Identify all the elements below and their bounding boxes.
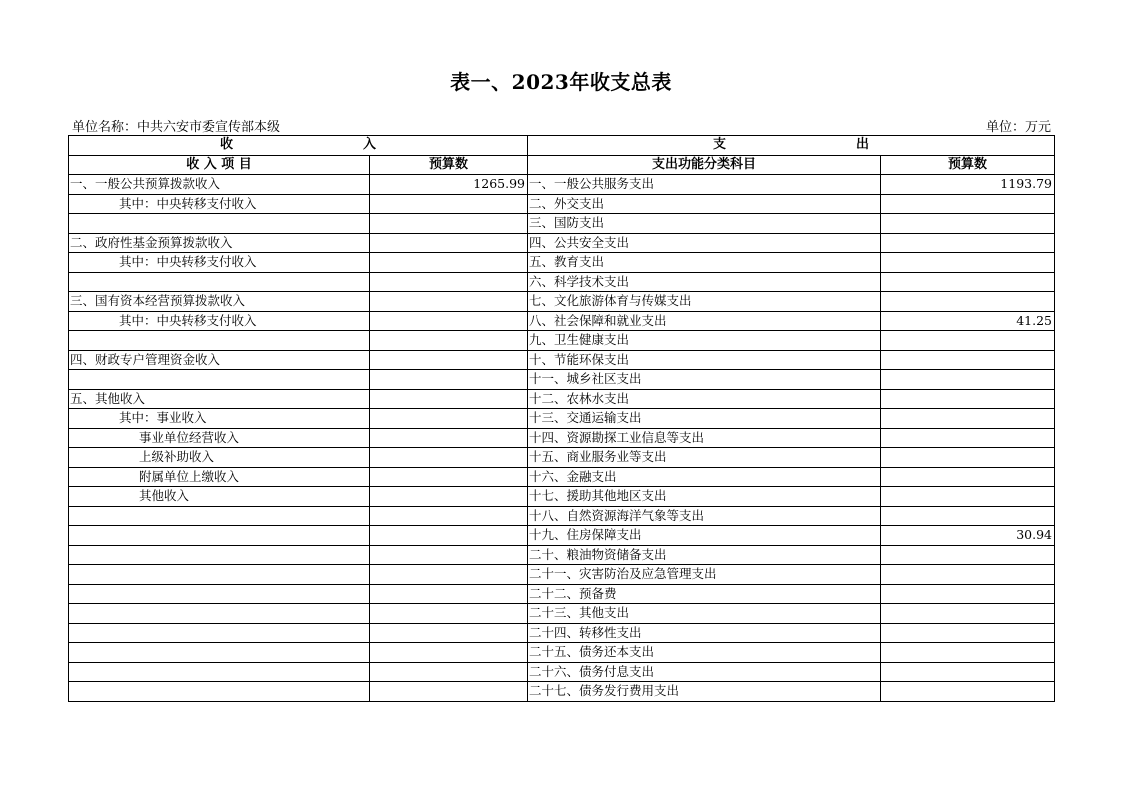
expense-item-cell: 十二、农林水支出 — [528, 389, 881, 409]
expense-item-cell: 十三、交通运输支出 — [528, 409, 881, 429]
expense-item-cell: 十一、城乡社区支出 — [528, 370, 881, 390]
expense-item-cell: 九、卫生健康支出 — [528, 331, 881, 351]
table-row — [69, 311, 1055, 331]
table-row — [69, 233, 1055, 253]
income-item-cell — [69, 565, 370, 585]
expense-budget-cell — [881, 467, 1055, 487]
table-row — [69, 409, 1055, 429]
expense-item-cell: 二十一、灾害防治及应急管理支出 — [528, 565, 881, 585]
expense-budget-cell — [881, 545, 1055, 565]
expense-budget-cell — [881, 584, 1055, 604]
table-row — [69, 331, 1055, 351]
income-item-cell — [69, 662, 370, 682]
income-budget-cell — [370, 194, 528, 214]
income-budget-header: 预算数 — [370, 155, 528, 175]
income-budget-cell — [370, 623, 528, 643]
income-budget-cell — [370, 331, 528, 351]
expense-item-cell: 二十七、债务发行费用支出 — [528, 682, 881, 702]
table-row — [69, 428, 1055, 448]
table-row — [69, 350, 1055, 370]
table-row — [69, 604, 1055, 624]
income-budget-cell — [370, 448, 528, 468]
income-budget-cell: 1265.99 — [370, 175, 528, 195]
expense-budget-header: 预算数 — [881, 155, 1055, 175]
income-budget-cell — [370, 545, 528, 565]
expense-budget-cell — [881, 448, 1055, 468]
table-row — [69, 565, 1055, 585]
table-row — [69, 467, 1055, 487]
income-item-cell — [69, 584, 370, 604]
income-item-cell: 其中：事业收入 — [69, 409, 370, 429]
expense-item-cell: 十五、商业服务业等支出 — [528, 448, 881, 468]
income-budget-cell — [370, 506, 528, 526]
income-budget-cell — [370, 584, 528, 604]
page-title: 表一、2023年收支总表 — [450, 70, 672, 94]
expense-item-cell: 二十五、债务还本支出 — [528, 643, 881, 663]
income-item-cell — [69, 506, 370, 526]
expense-budget-cell: 41.25 — [881, 311, 1055, 331]
expense-item-cell: 七、文化旅游体育与传媒支出 — [528, 292, 881, 312]
income-item-cell: 一、一般公共预算拨款收入 — [69, 175, 370, 195]
table-row — [69, 370, 1055, 390]
income-item-cell — [69, 214, 370, 234]
income-item-cell — [69, 370, 370, 390]
expense-budget-cell — [881, 370, 1055, 390]
expense-budget-cell — [881, 214, 1055, 234]
income-budget-cell — [370, 682, 528, 702]
table-group-header-row — [69, 136, 1055, 156]
table-row — [69, 682, 1055, 702]
income-item-cell: 其中：中央转移支付收入 — [69, 311, 370, 331]
table-row — [69, 526, 1055, 546]
unit-name-label: 单位名称：中共六安市委宣传部本级 — [72, 120, 281, 135]
expense-item-cell: 一、一般公共服务支出 — [528, 175, 881, 195]
income-item-cell: 其他收入 — [69, 487, 370, 507]
income-budget-cell — [370, 565, 528, 585]
expense-budget-cell — [881, 253, 1055, 273]
income-item-cell — [69, 604, 370, 624]
table-row — [69, 253, 1055, 273]
expense-budget-cell — [881, 428, 1055, 448]
table-column-header-row — [69, 155, 1055, 175]
unit-measure-label: 单位：万元 — [985, 120, 1051, 135]
income-budget-cell — [370, 370, 528, 390]
income-item-cell — [69, 272, 370, 292]
income-budget-cell — [370, 487, 528, 507]
expense-item-cell: 十九、住房保障支出 — [528, 526, 881, 546]
expense-budget-cell: 1193.79 — [881, 175, 1055, 195]
expense-budget-cell — [881, 233, 1055, 253]
income-item-cell: 事业单位经营收入 — [69, 428, 370, 448]
income-item-cell — [69, 643, 370, 663]
expense-budget-cell — [881, 350, 1055, 370]
income-budget-cell — [370, 311, 528, 331]
income-budget-cell — [370, 604, 528, 624]
expense-budget-cell — [881, 331, 1055, 351]
income-group-header — [69, 136, 528, 156]
table-row — [69, 643, 1055, 663]
expense-budget-cell — [881, 604, 1055, 624]
income-budget-cell — [370, 350, 528, 370]
income-budget-cell — [370, 272, 528, 292]
expense-item-cell: 二、外交支出 — [528, 194, 881, 214]
income-budget-cell — [370, 214, 528, 234]
expense-item-cell: 十四、资源勘探工业信息等支出 — [528, 428, 881, 448]
expense-budget-cell — [881, 565, 1055, 585]
income-item-header: 收 入 项 目 — [69, 155, 370, 175]
table-row — [69, 272, 1055, 292]
table-row — [69, 175, 1055, 195]
table-row — [69, 487, 1055, 507]
table-row — [69, 389, 1055, 409]
income-item-cell — [69, 623, 370, 643]
income-budget-cell — [370, 467, 528, 487]
income-budget-cell — [370, 292, 528, 312]
expense-item-cell: 二十二、预备费 — [528, 584, 881, 604]
expense-budget-cell — [881, 682, 1055, 702]
table-body — [69, 175, 1055, 702]
income-item-cell: 上级补助收入 — [69, 448, 370, 468]
income-item-cell — [69, 331, 370, 351]
expense-item-cell: 三、国防支出 — [528, 214, 881, 234]
income-budget-cell — [370, 662, 528, 682]
expense-item-cell: 十七、援助其他地区支出 — [528, 487, 881, 507]
table-row — [69, 623, 1055, 643]
expense-group-header-left: 支 — [712, 137, 726, 153]
expense-group-header-right: 出 — [856, 137, 870, 153]
expense-budget-cell — [881, 389, 1055, 409]
expense-budget-cell — [881, 194, 1055, 214]
income-group-header-left: 收 — [219, 137, 233, 153]
expense-item-cell: 十八、自然资源海洋气象等支出 — [528, 506, 881, 526]
expense-item-cell: 二十、粮油物资储备支出 — [528, 545, 881, 565]
expense-item-cell: 二十六、债务付息支出 — [528, 662, 881, 682]
table-row — [69, 292, 1055, 312]
expense-budget-cell — [881, 487, 1055, 507]
expense-budget-cell: 30.94 — [881, 526, 1055, 546]
expense-item-cell: 十、节能环保支出 — [528, 350, 881, 370]
expense-item-cell: 六、科学技术支出 — [528, 272, 881, 292]
expense-item-cell: 八、社会保障和就业支出 — [528, 311, 881, 331]
expense-item-cell: 十六、金融支出 — [528, 467, 881, 487]
income-budget-cell — [370, 253, 528, 273]
expense-item-cell: 五、教育支出 — [528, 253, 881, 273]
income-budget-cell — [370, 643, 528, 663]
income-item-cell: 附属单位上缴收入 — [69, 467, 370, 487]
income-item-cell: 二、政府性基金预算拨款收入 — [69, 233, 370, 253]
expense-item-cell: 二十四、转移性支出 — [528, 623, 881, 643]
income-budget-cell — [370, 526, 528, 546]
income-item-cell: 四、财政专户管理资金收入 — [69, 350, 370, 370]
income-item-cell — [69, 526, 370, 546]
expense-item-header: 支出功能分类科目 — [528, 155, 881, 175]
income-item-cell: 其中：中央转移支付收入 — [69, 194, 370, 214]
income-budget-cell — [370, 389, 528, 409]
expense-item-cell: 四、公共安全支出 — [528, 233, 881, 253]
expense-budget-cell — [881, 292, 1055, 312]
income-item-cell — [69, 545, 370, 565]
table-row — [69, 448, 1055, 468]
expense-budget-cell — [881, 409, 1055, 429]
income-group-header-right: 入 — [363, 137, 377, 153]
expense-budget-cell — [881, 506, 1055, 526]
expense-item-cell: 二十三、其他支出 — [528, 604, 881, 624]
table-row — [69, 194, 1055, 214]
expense-group-header — [528, 136, 1055, 156]
expense-budget-cell — [881, 662, 1055, 682]
budget-summary-table — [68, 135, 1055, 702]
income-item-cell: 三、国有资本经营预算拨款收入 — [69, 292, 370, 312]
table-row — [69, 662, 1055, 682]
expense-budget-cell — [881, 643, 1055, 663]
expense-budget-cell — [881, 623, 1055, 643]
income-budget-cell — [370, 233, 528, 253]
table-row — [69, 214, 1055, 234]
income-item-cell: 其中：中央转移支付收入 — [69, 253, 370, 273]
income-item-cell: 五、其他收入 — [69, 389, 370, 409]
income-budget-cell — [370, 409, 528, 429]
table-row — [69, 545, 1055, 565]
table-row — [69, 506, 1055, 526]
income-budget-cell — [370, 428, 528, 448]
table-row — [69, 584, 1055, 604]
income-item-cell — [69, 682, 370, 702]
expense-budget-cell — [881, 272, 1055, 292]
